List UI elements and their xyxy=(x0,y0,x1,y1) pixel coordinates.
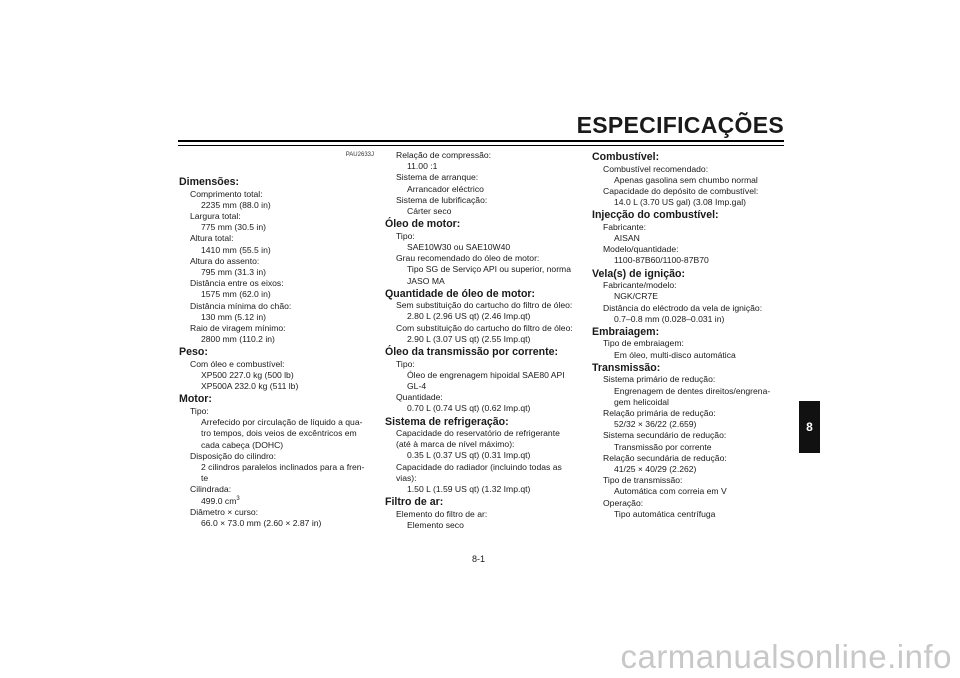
document-code: PAU2633J xyxy=(345,152,374,158)
spec-label: Capacidade do radiador (incluindo todas as xyxy=(396,461,562,472)
spec-label: vias): xyxy=(396,472,417,483)
column-1 xyxy=(179,150,374,529)
spec-value: te xyxy=(201,473,209,484)
spec-value: 2.90 L (3.07 US qt) (2.55 Imp.qt) xyxy=(407,333,531,344)
spec-value: gem helicoidal xyxy=(614,396,669,407)
spec-label: Capacidade do depósito de combustível: xyxy=(603,185,759,196)
spec-value: NGK/CR7E xyxy=(614,291,658,302)
spec-value: 775 mm (30.5 in) xyxy=(201,222,266,233)
spec-label: Quantidade: xyxy=(396,392,443,403)
section-heading: Combustível: xyxy=(592,151,660,163)
section-heading: Óleo de motor: xyxy=(385,218,461,231)
spec-value: 2 cilindros paralelos inclinados para a fren- xyxy=(201,461,365,472)
spec-label: Largura total: xyxy=(190,210,241,221)
page-number: 8-1 xyxy=(472,554,486,564)
spec-label: Tipo de transmissão: xyxy=(603,475,683,486)
spec-label: Distância entre os eixos: xyxy=(190,278,284,289)
column-3 xyxy=(592,150,784,520)
spec-label: Tipo: xyxy=(396,230,415,241)
spec-value: Arrancador eléctrico xyxy=(407,183,484,194)
spec-value: 66.0 × 73.0 mm (2.60 × 2.87 in) xyxy=(201,517,322,528)
section-heading: Injecção do combustível: xyxy=(592,209,719,222)
spec-value: Apenas gasolina sem chumbo normal xyxy=(614,174,758,185)
spec-value: SAE10W30 ou SAE10W40 xyxy=(407,241,511,252)
spec-label: Comprimento total: xyxy=(190,188,263,199)
spec-label: Combustível recomendado: xyxy=(603,163,709,174)
header-rule xyxy=(178,140,784,142)
spec-label: Elemento do filtro de ar: xyxy=(396,508,488,519)
section-heading: Filtro de ar: xyxy=(385,496,444,509)
spec-label: Tipo de embraiagem: xyxy=(603,338,684,349)
spec-label: Relação de compressão: xyxy=(396,150,492,160)
spec-value-text: 499.0 cm xyxy=(201,495,237,506)
spec-value: Tipo SG de Serviço API ou superior, norma xyxy=(407,264,571,275)
spec-label: Altura total: xyxy=(190,233,234,244)
section-heading: Motor: xyxy=(179,393,212,406)
column-1-content xyxy=(179,176,374,529)
spec-value: AISAN xyxy=(614,233,640,244)
spec-label: Cilindrada: xyxy=(190,484,232,495)
column-2-content xyxy=(385,150,579,531)
section-heading: Dimensões: xyxy=(179,176,240,188)
section-heading: Peso: xyxy=(179,346,208,359)
spec-label: Diâmetro × curso: xyxy=(190,506,259,517)
spec-value: tro tempos, dois veios de excêntricos em xyxy=(201,428,357,439)
section-heading: Vela(s) de ignição: xyxy=(592,267,686,280)
section-heading: Óleo da transmissão por corrente: xyxy=(385,346,559,359)
spec-label: Fabricante/modelo: xyxy=(603,280,677,291)
spec-value: 0.35 L (0.37 US qt) (0.31 Imp.qt) xyxy=(407,450,531,461)
spec-value: XP500A 232.0 kg (511 lb) xyxy=(201,381,299,392)
spec-value: XP500 227.0 kg (500 lb) xyxy=(201,370,294,381)
spec-value: Automática com correia em V xyxy=(614,486,727,497)
header-rule-thin xyxy=(178,145,784,146)
column-3-content xyxy=(592,151,784,520)
spec-label: Com substituição do cartucho do filtro de óleo: xyxy=(396,322,573,333)
section-heading: Quantidade de óleo de motor: xyxy=(385,287,536,300)
spec-value: Tipo automática centrífuga xyxy=(614,508,716,519)
spec-label: Capacidade do reservatório de refrigerante xyxy=(396,428,560,439)
spec-value: 130 mm (5.12 in) xyxy=(201,311,266,322)
chapter-tab: 8 xyxy=(799,401,820,453)
watermark: carmanualsonline.info xyxy=(620,638,952,675)
spec-label: Relação primária de redução: xyxy=(603,407,716,418)
spec-label: Disposição do cilindro: xyxy=(190,450,276,461)
spec-label: Raio de viragem mínimo: xyxy=(190,322,286,333)
spec-label: Sistema de lubrificação: xyxy=(396,194,488,205)
spec-label: Tipo: xyxy=(396,358,415,369)
spec-value: JASO MA xyxy=(407,275,445,286)
spec-label: Relação secundária de redução: xyxy=(603,452,727,463)
spec-value: 52/32 × 36/22 (2.659) xyxy=(614,419,697,430)
spec-value: 0.7–0.8 mm (0.028–0.031 in) xyxy=(614,313,725,324)
spec-value: 1575 mm (62.0 in) xyxy=(201,289,271,300)
spec-value: 795 mm (31.3 in) xyxy=(201,266,266,277)
spec-value: 1100-87B60/1100-87B70 xyxy=(614,255,709,266)
spec-value: 1.50 L (1.59 US qt) (1.32 Imp.qt) xyxy=(407,484,531,495)
spec-value: Óleo de engrenagem hipoidal SAE80 API xyxy=(407,369,565,380)
spec-value: 2.80 L (2.96 US qt) (2.46 Imp.qt) xyxy=(407,311,531,322)
section-heading: Sistema de refrigeração: xyxy=(385,415,509,428)
spec-value: 11.00 :1 xyxy=(407,161,438,172)
spec-value: 2235 mm (88.0 in) xyxy=(201,199,271,210)
spec-label: Operação: xyxy=(603,497,644,508)
spec-label: Grau recomendado do óleo de motor: xyxy=(396,253,540,264)
section-heading: Transmissão: xyxy=(592,361,661,374)
spec-value: 0.70 L (0.74 US qt) (0.62 Imp.qt) xyxy=(407,403,531,414)
spec-label: Sistema secundário de redução: xyxy=(603,430,727,441)
spec-label: Tipo: xyxy=(190,405,209,416)
spec-value: Elemento seco xyxy=(407,519,464,530)
spec-value: 2800 mm (110.2 in) xyxy=(201,334,275,345)
column-2 xyxy=(385,150,579,531)
spec-value: GL-4 xyxy=(407,380,427,391)
spec-value: 41/25 × 40/29 (2.262) xyxy=(614,463,697,474)
spec-value: Arrefecido por circulação de líquido a qua- xyxy=(201,417,363,428)
unit-superscript: 3 xyxy=(236,495,240,502)
spec-label: Modelo/quantidade: xyxy=(603,244,679,255)
spec-label: Sistema de arranque: xyxy=(396,172,479,183)
spec-value: Transmissão por corrente xyxy=(614,441,712,452)
spec-label: Altura do assento: xyxy=(190,255,260,266)
spec-label: Fabricante: xyxy=(603,221,646,232)
spec-label: Sistema primário de redução: xyxy=(603,374,716,385)
spec-value: cada cabeça (DOHC) xyxy=(201,439,284,450)
spec-value: 14.0 L (3.70 US gal) (3.08 Imp.gal) xyxy=(614,197,746,208)
spec-value: Engrenagem de dentes direitos/engrena- xyxy=(614,385,771,396)
spec-value: 1410 mm (55.5 in) xyxy=(201,244,271,255)
spec-label: Distância mínima do chão: xyxy=(190,300,292,311)
section-heading: Embraiagem: xyxy=(592,325,660,338)
page-title: ESPECIFICAÇÕES xyxy=(576,112,784,138)
spec-value: Cárter seco xyxy=(407,206,452,217)
spec-label: Sem substituição do cartucho do filtro de óleo: xyxy=(396,300,573,311)
spec-value xyxy=(179,496,374,507)
spec-value: Em óleo, multi-disco automática xyxy=(614,349,736,360)
spec-label: Com óleo e combustível: xyxy=(190,358,285,369)
spec-label: Distância do eléctrodo da vela de ignição: xyxy=(603,302,763,313)
spec-label: (até à marca de nível máximo): xyxy=(396,439,515,450)
